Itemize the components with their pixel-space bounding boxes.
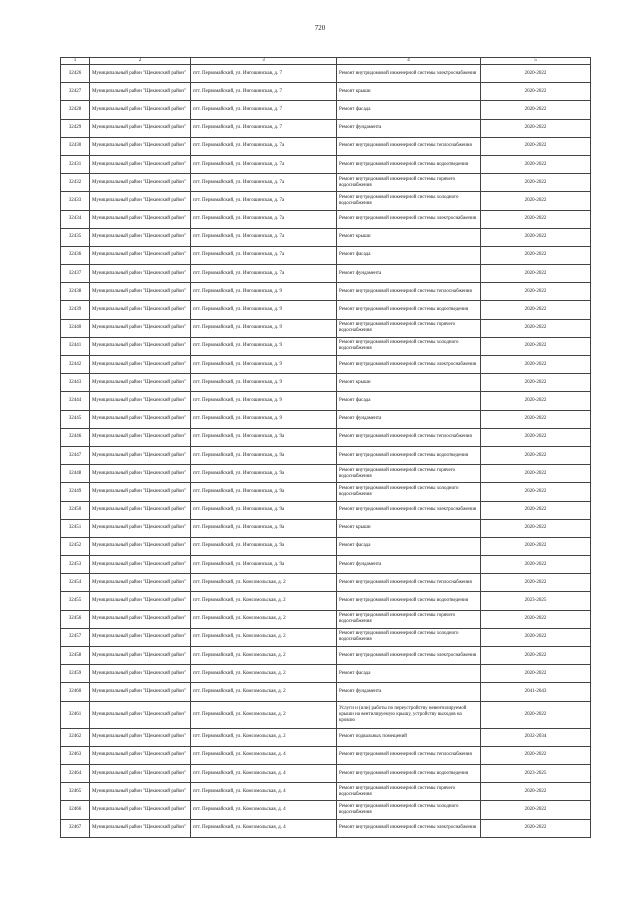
years-cell: 2020-2022 xyxy=(481,783,591,801)
table-row xyxy=(61,319,591,337)
row-number-cell: 32463 xyxy=(61,746,90,764)
years-cell: 2020-2022 xyxy=(481,556,591,574)
row-number-cell: 32456 xyxy=(61,610,90,628)
row-number-cell: 32439 xyxy=(61,301,90,319)
municipality-cell: Муниципальный район "Щекинский район" xyxy=(90,537,191,555)
years-cell: 2020-2022 xyxy=(481,819,591,837)
address-cell: пгт. Первомайский, ул. Ингошинская, д. 7а xyxy=(191,246,337,264)
municipality-cell: Муниципальный район "Щекинский район" xyxy=(90,392,191,410)
row-number-cell: 32438 xyxy=(61,283,90,301)
years-cell: 2020-2022 xyxy=(481,192,591,210)
years-cell: 2020-2022 xyxy=(481,746,591,764)
header-cell-3: 3 xyxy=(191,58,337,65)
years-cell: 2020-2022 xyxy=(481,519,591,537)
address-cell: пгт. Первомайский, ул. Комсомольская, д. 2 xyxy=(191,647,337,665)
table-row xyxy=(61,137,591,155)
municipality-cell: Муниципальный район "Щекинский район" xyxy=(90,337,191,355)
work-type-cell: Ремонт внутридомовой инженерной системы теплоснабжения xyxy=(337,574,481,592)
table-row xyxy=(61,119,591,137)
address-cell: пгт. Первомайский, ул. Комсомольская, д. 4 xyxy=(191,801,337,819)
years-cell: 2020-2022 xyxy=(481,610,591,628)
municipality-cell: Муниципальный район "Щекинский район" xyxy=(90,174,191,192)
row-number-cell: 32430 xyxy=(61,137,90,155)
table-row xyxy=(61,764,591,782)
years-cell: 2020-2022 xyxy=(481,283,591,301)
row-number-cell: 32462 xyxy=(61,728,90,746)
row-number-cell: 32453 xyxy=(61,556,90,574)
address-cell: пгт. Первомайский, ул. Комсомольская, д. 2 xyxy=(191,683,337,701)
table-row xyxy=(61,519,591,537)
address-cell: пгт. Первомайский, ул. Ингошинская, д. 9 xyxy=(191,374,337,392)
years-cell: 2020-2022 xyxy=(481,428,591,446)
address-cell: пгт. Первомайский, ул. Комсомольская, д. 4 xyxy=(191,783,337,801)
row-number-cell: 32433 xyxy=(61,192,90,210)
years-cell: 2032-2034 xyxy=(481,728,591,746)
row-number-cell: 32428 xyxy=(61,101,90,119)
address-cell: пгт. Первомайский, ул. Ингошинская, д. 9а xyxy=(191,556,337,574)
years-cell: 2020-2022 xyxy=(481,174,591,192)
years-cell: 2020-2022 xyxy=(481,119,591,137)
table-row xyxy=(61,647,591,665)
table-row xyxy=(61,210,591,228)
repair-schedule-table xyxy=(60,57,591,838)
work-type-cell: Ремонт фасада xyxy=(337,246,481,264)
table-row xyxy=(61,301,591,319)
table-row xyxy=(61,665,591,683)
municipality-cell: Муниципальный район "Щекинский район" xyxy=(90,683,191,701)
years-cell: 2020-2022 xyxy=(481,210,591,228)
address-cell: пгт. Первомайский, ул. Ингошинская, д. 9 xyxy=(191,283,337,301)
municipality-cell: Муниципальный район "Щекинский район" xyxy=(90,665,191,683)
years-cell: 2023-2025 xyxy=(481,592,591,610)
work-type-cell: Ремонт фасада xyxy=(337,101,481,119)
work-type-cell: Ремонт внутридомовой инженерной системы электроснабжения xyxy=(337,501,481,519)
address-cell: пгт. Первомайский, ул. Ингошинская, д. 7а xyxy=(191,137,337,155)
row-number-cell: 32452 xyxy=(61,537,90,555)
work-type-cell: Ремонт крыши xyxy=(337,374,481,392)
row-number-cell: 32443 xyxy=(61,374,90,392)
municipality-cell: Муниципальный район "Щекинский район" xyxy=(90,283,191,301)
table-row xyxy=(61,174,591,192)
address-cell: пгт. Первомайский, ул. Ингошинская, д. 9 xyxy=(191,356,337,374)
row-number-cell: 32436 xyxy=(61,246,90,264)
table-row xyxy=(61,356,591,374)
row-number-cell: 32426 xyxy=(61,65,90,83)
address-cell: пгт. Первомайский, ул. Ингошинская, д. 7 xyxy=(191,83,337,101)
row-number-cell: 32441 xyxy=(61,337,90,355)
row-number-cell: 32445 xyxy=(61,410,90,428)
municipality-cell: Муниципальный район "Щекинский район" xyxy=(90,228,191,246)
table-body xyxy=(61,65,591,838)
work-type-cell: Ремонт фасада xyxy=(337,665,481,683)
years-cell: 2020-2022 xyxy=(481,246,591,264)
work-type-cell: Ремонт внутридомовой инженерной системы электроснабжения xyxy=(337,819,481,837)
address-cell: пгт. Первомайский, ул. Комсомольская, д. 2 xyxy=(191,610,337,628)
years-cell: 2020-2022 xyxy=(481,446,591,464)
work-type-cell: Ремонт внутридомовой инженерной системы электроснабжения xyxy=(337,210,481,228)
work-type-cell: Ремонт внутридомовой инженерной системы водоотведения xyxy=(337,592,481,610)
address-cell: пгт. Первомайский, ул. Ингошинская, д. 9а xyxy=(191,519,337,537)
work-type-cell: Ремонт внутридомовой инженерной системы холодного водоснабжения xyxy=(337,192,481,210)
municipality-cell: Муниципальный район "Щекинский район" xyxy=(90,556,191,574)
municipality-cell: Муниципальный район "Щекинский район" xyxy=(90,192,191,210)
work-type-cell: Ремонт фундамента xyxy=(337,265,481,283)
row-number-cell: 32454 xyxy=(61,574,90,592)
work-type-cell: Ремонт фасада xyxy=(337,392,481,410)
table-row xyxy=(61,746,591,764)
work-type-cell: Ремонт внутридомовой инженерной системы горячего водоснабжения xyxy=(337,610,481,628)
table-row xyxy=(61,374,591,392)
row-number-cell: 32461 xyxy=(61,701,90,728)
address-cell: пгт. Первомайский, ул. Ингошинская, д. 7 xyxy=(191,65,337,83)
table-row xyxy=(61,101,591,119)
row-number-cell: 32442 xyxy=(61,356,90,374)
municipality-cell: Муниципальный район "Щекинский район" xyxy=(90,119,191,137)
years-cell: 2020-2022 xyxy=(481,465,591,483)
municipality-cell: Муниципальный район "Щекинский район" xyxy=(90,101,191,119)
table-row xyxy=(61,283,591,301)
years-cell: 2020-2022 xyxy=(481,392,591,410)
work-type-cell: Ремонт внутридомовой инженерной системы холодного водоснабжения xyxy=(337,483,481,501)
table-row xyxy=(61,192,591,210)
header-cell-2: 2 xyxy=(90,58,191,65)
address-cell: пгт. Первомайский, ул. Комсомольская, д. 2 xyxy=(191,665,337,683)
header-row xyxy=(61,58,591,65)
table-row xyxy=(61,465,591,483)
municipality-cell: Муниципальный район "Щекинский район" xyxy=(90,574,191,592)
table-row xyxy=(61,574,591,592)
work-type-cell: Ремонт внутридомовой инженерной системы водоотведения xyxy=(337,155,481,173)
municipality-cell: Муниципальный район "Щекинский район" xyxy=(90,483,191,501)
municipality-cell: Муниципальный район "Щекинский район" xyxy=(90,519,191,537)
work-type-cell: Ремонт фундамента xyxy=(337,556,481,574)
table-row xyxy=(61,701,591,728)
row-number-cell: 32450 xyxy=(61,501,90,519)
work-type-cell: Ремонт внутридомовой инженерной системы горячего водоснабжения xyxy=(337,465,481,483)
years-cell: 2020-2022 xyxy=(481,155,591,173)
municipality-cell: Муниципальный район "Щекинский район" xyxy=(90,137,191,155)
row-number-cell: 32465 xyxy=(61,783,90,801)
work-type-cell: Ремонт внутридомовой инженерной системы электроснабжения xyxy=(337,356,481,374)
row-number-cell: 32437 xyxy=(61,265,90,283)
work-type-cell: Ремонт внутридомовой инженерной системы горячего водоснабжения xyxy=(337,783,481,801)
address-cell: пгт. Первомайский, ул. Ингошинская, д. 9а xyxy=(191,446,337,464)
row-number-cell: 32448 xyxy=(61,465,90,483)
years-cell: 2020-2022 xyxy=(481,265,591,283)
municipality-cell: Муниципальный район "Щекинский район" xyxy=(90,465,191,483)
table-row xyxy=(61,246,591,264)
table-row xyxy=(61,228,591,246)
municipality-cell: Муниципальный район "Щекинский район" xyxy=(90,155,191,173)
table-row xyxy=(61,65,591,83)
header-cell-5: 5 xyxy=(481,58,591,65)
municipality-cell: Муниципальный район "Щекинский район" xyxy=(90,628,191,646)
row-number-cell: 32444 xyxy=(61,392,90,410)
municipality-cell: Муниципальный район "Щекинский район" xyxy=(90,246,191,264)
row-number-cell: 32432 xyxy=(61,174,90,192)
work-type-cell: Ремонт внутридомовой инженерной системы теплоснабжения xyxy=(337,428,481,446)
years-cell: 2020-2022 xyxy=(481,337,591,355)
row-number-cell: 32464 xyxy=(61,764,90,782)
row-number-cell: 32435 xyxy=(61,228,90,246)
work-type-cell: Ремонт внутридомовой инженерной системы водоотведения xyxy=(337,764,481,782)
years-cell: 2020-2022 xyxy=(481,301,591,319)
work-type-cell: Ремонт внутридомовой инженерной системы холодного водоснабжения xyxy=(337,628,481,646)
address-cell: пгт. Первомайский, ул. Комсомольская, д. 2 xyxy=(191,628,337,646)
work-type-cell: Ремонт внутридомовой инженерной системы теплоснабжения xyxy=(337,137,481,155)
row-number-cell: 32458 xyxy=(61,647,90,665)
municipality-cell: Муниципальный район "Щекинский район" xyxy=(90,65,191,83)
municipality-cell: Муниципальный район "Щекинский район" xyxy=(90,592,191,610)
table-header xyxy=(61,58,591,65)
row-number-cell: 32459 xyxy=(61,665,90,683)
address-cell: пгт. Первомайский, ул. Ингошинская, д. 9а xyxy=(191,483,337,501)
work-type-cell: Ремонт внутридомовой инженерной системы водоотведения xyxy=(337,446,481,464)
years-cell: 2023-2025 xyxy=(481,764,591,782)
table-row xyxy=(61,337,591,355)
address-cell: пгт. Первомайский, ул. Комсомольская, д. 2 xyxy=(191,728,337,746)
page-number: 720 xyxy=(314,24,326,32)
years-cell: 2020-2022 xyxy=(481,628,591,646)
municipality-cell: Муниципальный район "Щекинский район" xyxy=(90,764,191,782)
address-cell: пгт. Первомайский, ул. Комсомольская, д. 2 xyxy=(191,701,337,728)
table-row xyxy=(61,556,591,574)
address-cell: пгт. Первомайский, ул. Ингошинская, д. 9 xyxy=(191,337,337,355)
table-row xyxy=(61,592,591,610)
row-number-cell: 32447 xyxy=(61,446,90,464)
years-cell: 2020-2022 xyxy=(481,137,591,155)
municipality-cell: Муниципальный район "Щекинский район" xyxy=(90,446,191,464)
municipality-cell: Муниципальный район "Щекинский район" xyxy=(90,410,191,428)
address-cell: пгт. Первомайский, ул. Ингошинская, д. 9 xyxy=(191,410,337,428)
work-type-cell: Ремонт крыши xyxy=(337,519,481,537)
table-row xyxy=(61,501,591,519)
address-cell: пгт. Первомайский, ул. Ингошинская, д. 7а xyxy=(191,192,337,210)
address-cell: пгт. Первомайский, ул. Комсомольская, д. 4 xyxy=(191,764,337,782)
row-number-cell: 32457 xyxy=(61,628,90,646)
municipality-cell: Муниципальный район "Щекинский район" xyxy=(90,610,191,628)
work-type-cell: Ремонт внутридомовой инженерной системы холодного водоснабжения xyxy=(337,337,481,355)
years-cell: 2020-2022 xyxy=(481,701,591,728)
table-row xyxy=(61,410,591,428)
municipality-cell: Муниципальный район "Щекинский район" xyxy=(90,428,191,446)
table-row xyxy=(61,83,591,101)
work-type-cell: Ремонт внутридомовой инженерной системы горячего водоснабжения xyxy=(337,319,481,337)
table-row xyxy=(61,537,591,555)
address-cell: пгт. Первомайский, ул. Ингошинская, д. 7 xyxy=(191,119,337,137)
work-type-cell: Ремонт крыши xyxy=(337,83,481,101)
years-cell: 2020-2022 xyxy=(481,647,591,665)
municipality-cell: Муниципальный район "Щекинский район" xyxy=(90,728,191,746)
table-row xyxy=(61,610,591,628)
work-type-cell: Ремонт фундамента xyxy=(337,119,481,137)
municipality-cell: Муниципальный район "Щекинский район" xyxy=(90,819,191,837)
row-number-cell: 32449 xyxy=(61,483,90,501)
address-cell: пгт. Первомайский, ул. Ингошинская, д. 7а xyxy=(191,265,337,283)
row-number-cell: 32455 xyxy=(61,592,90,610)
municipality-cell: Муниципальный район "Щекинский район" xyxy=(90,210,191,228)
years-cell: 2020-2022 xyxy=(481,374,591,392)
work-type-cell: Ремонт фасада xyxy=(337,537,481,555)
work-type-cell: Ремонт внутридомовой инженерной системы холодного водоснабжения xyxy=(337,801,481,819)
address-cell: пгт. Первомайский, ул. Ингошинская, д. 9а xyxy=(191,428,337,446)
work-type-cell: Ремонт внутридомовой инженерной системы электроснабжения xyxy=(337,65,481,83)
address-cell: пгт. Первомайский, ул. Ингошинская, д. 7а xyxy=(191,155,337,173)
municipality-cell: Муниципальный район "Щекинский район" xyxy=(90,83,191,101)
row-number-cell: 32427 xyxy=(61,83,90,101)
address-cell: пгт. Первомайский, ул. Ингошинская, д. 9 xyxy=(191,301,337,319)
address-cell: пгт. Первомайский, ул. Ингошинская, д. 7а xyxy=(191,228,337,246)
row-number-cell: 32467 xyxy=(61,819,90,837)
row-number-cell: 32440 xyxy=(61,319,90,337)
address-cell: пгт. Первомайский, ул. Комсомольская, д. 2 xyxy=(191,592,337,610)
years-cell: 2020-2022 xyxy=(481,319,591,337)
years-cell: 2020-2022 xyxy=(481,228,591,246)
years-cell: 2041-2043 xyxy=(481,683,591,701)
work-type-cell: Ремонт крыши xyxy=(337,228,481,246)
table-row xyxy=(61,819,591,837)
address-cell: пгт. Первомайский, ул. Ингошинская, д. 9 xyxy=(191,392,337,410)
years-cell: 2020-2022 xyxy=(481,483,591,501)
years-cell: 2020-2022 xyxy=(481,83,591,101)
years-cell: 2020-2022 xyxy=(481,101,591,119)
row-number-cell: 32460 xyxy=(61,683,90,701)
address-cell: пгт. Первомайский, ул. Ингошинская, д. 9а xyxy=(191,501,337,519)
row-number-cell: 32466 xyxy=(61,801,90,819)
address-cell: пгт. Первомайский, ул. Ингошинская, д. 9 xyxy=(191,319,337,337)
municipality-cell: Муниципальный район "Щекинский район" xyxy=(90,783,191,801)
municipality-cell: Муниципальный район "Щекинский район" xyxy=(90,746,191,764)
row-number-cell: 32429 xyxy=(61,119,90,137)
header-cell-4: 4 xyxy=(337,58,481,65)
years-cell: 2020-2022 xyxy=(481,65,591,83)
municipality-cell: Муниципальный район "Щекинский район" xyxy=(90,356,191,374)
row-number-cell: 32451 xyxy=(61,519,90,537)
work-type-cell: Ремонт внутридомовой инженерной системы горячего водоснабжения xyxy=(337,174,481,192)
work-type-cell: Ремонт внутридомовой инженерной системы водоотведения xyxy=(337,301,481,319)
years-cell: 2020-2022 xyxy=(481,537,591,555)
address-cell: пгт. Первомайский, ул. Комсомольская, д. 4 xyxy=(191,746,337,764)
years-cell: 2020-2022 xyxy=(481,356,591,374)
table-row xyxy=(61,446,591,464)
municipality-cell: Муниципальный район "Щекинский район" xyxy=(90,801,191,819)
work-type-cell: Услуги и (или) работы по переустройству невентилируемой крыши на вентилируемую крышу, устройству выходов на кровлю xyxy=(337,701,481,728)
years-cell: 2020-2022 xyxy=(481,501,591,519)
municipality-cell: Муниципальный район "Щекинский район" xyxy=(90,701,191,728)
table-row xyxy=(61,392,591,410)
table-row xyxy=(61,801,591,819)
table-row xyxy=(61,155,591,173)
work-type-cell: Ремонт внутридомовой инженерной системы теплоснабжения xyxy=(337,283,481,301)
table-row xyxy=(61,728,591,746)
years-cell: 2020-2022 xyxy=(481,801,591,819)
address-cell: пгт. Первомайский, ул. Ингошинская, д. 7а xyxy=(191,174,337,192)
years-cell: 2020-2022 xyxy=(481,665,591,683)
municipality-cell: Муниципальный район "Щекинский район" xyxy=(90,647,191,665)
years-cell: 2020-2022 xyxy=(481,410,591,428)
municipality-cell: Муниципальный район "Щекинский район" xyxy=(90,301,191,319)
address-cell: пгт. Первомайский, ул. Комсомольская, д. 4 xyxy=(191,819,337,837)
work-type-cell: Ремонт фундамента xyxy=(337,683,481,701)
work-type-cell: Ремонт фундамента xyxy=(337,410,481,428)
work-type-cell: Ремонт внутридомовой инженерной системы электроснабжения xyxy=(337,647,481,665)
work-type-cell: Ремонт подвальных помещений xyxy=(337,728,481,746)
years-cell: 2020-2022 xyxy=(481,574,591,592)
table-row xyxy=(61,683,591,701)
address-cell: пгт. Первомайский, ул. Ингошинская, д. 9а xyxy=(191,537,337,555)
address-cell: пгт. Первомайский, ул. Комсомольская, д. 2 xyxy=(191,574,337,592)
table-row xyxy=(61,428,591,446)
address-cell: пгт. Первомайский, ул. Ингошинская, д. 7а xyxy=(191,210,337,228)
municipality-cell: Муниципальный район "Щекинский район" xyxy=(90,319,191,337)
row-number-cell: 32434 xyxy=(61,210,90,228)
address-cell: пгт. Первомайский, ул. Ингошинская, д. 9а xyxy=(191,465,337,483)
address-cell: пгт. Первомайский, ул. Ингошинская, д. 7 xyxy=(191,101,337,119)
table-row xyxy=(61,628,591,646)
municipality-cell: Муниципальный район "Щекинский район" xyxy=(90,265,191,283)
table-row xyxy=(61,783,591,801)
table-row xyxy=(61,483,591,501)
row-number-cell: 32431 xyxy=(61,155,90,173)
row-number-cell: 32446 xyxy=(61,428,90,446)
header-cell-1: 1 xyxy=(61,58,90,65)
table-row xyxy=(61,265,591,283)
work-type-cell: Ремонт внутридомовой инженерной системы теплоснабжения xyxy=(337,746,481,764)
municipality-cell: Муниципальный район "Щекинский район" xyxy=(90,374,191,392)
municipality-cell: Муниципальный район "Щекинский район" xyxy=(90,501,191,519)
